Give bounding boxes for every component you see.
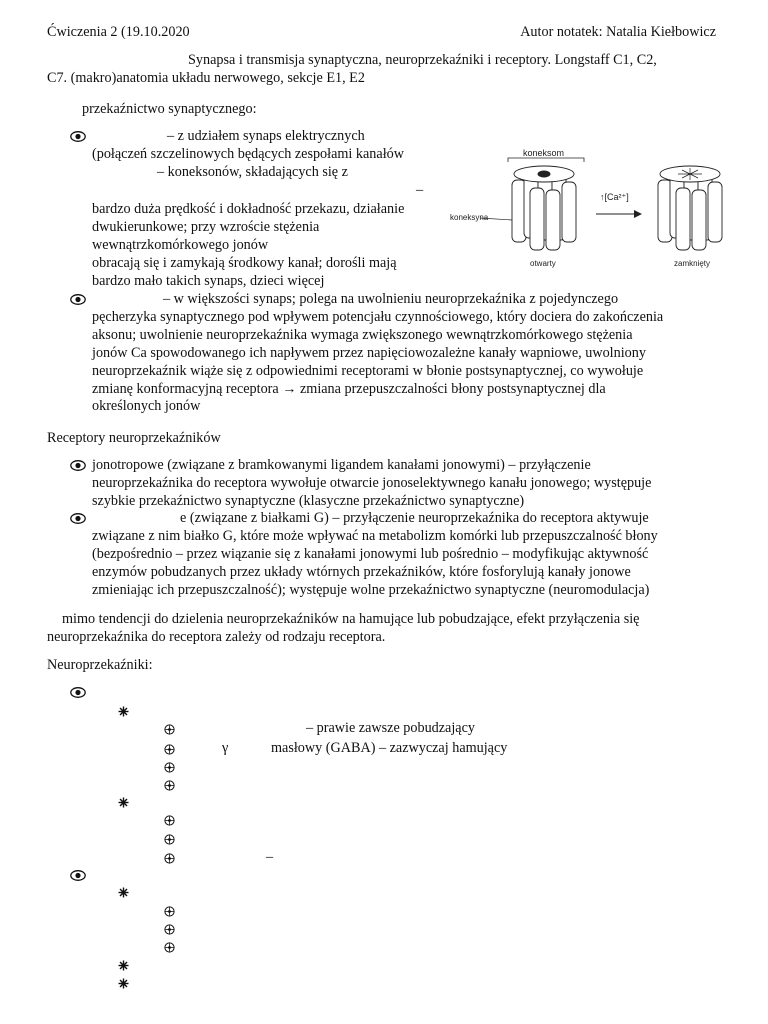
chemical-line-5: neuroprzekaźnik wiąże się z odpowiednimi receptorami w błonie postsynaptycznej, co wywołuje [92,362,644,379]
bullet-eye-icon [70,870,86,881]
figure-top-label: koneksom [523,148,565,158]
sunburst-bullet-icon [118,887,129,898]
flower-bullet-icon [164,744,175,755]
ionotropic-line-2: neuroprzekaźnika do receptora wywołuje otwarcie jonoselektywnego kanału jonowego; występuje [92,474,652,491]
neurotransmitters-heading: Neuroprzekaźniki: [47,657,153,673]
flower-bullet-icon [164,924,175,935]
ionotropic-line-1: jonotropowe (związane z bramkowanymi ligandem kanałami jonowymi) – przyłączenie [92,457,591,473]
metabotropic-line-4: enzymów pobudzanych przez układy wtórnych przekaźników, które fosforylują kanały jonowe [92,563,631,580]
connexon-figure [450,140,750,275]
bullet-eye-icon [70,687,86,698]
title-line-2: C7. (makro)anatomia układu nerwowego, sekcje E1, E2 [47,70,365,86]
flower-bullet-icon [164,906,175,917]
chemical-description [92,309,663,416]
note-line-1: mimo tendencji do dzielenia neuroprzekaźników na hamujące lub pobudzające, efekt przyłączenia się [62,611,640,627]
chemical-line-4: jonów Ca spowodowanego ich napływem przez napięciowozależne kanały wapniowe, uwolniony [92,344,646,361]
intro-text: przekaźnictwo synaptycznego: [82,101,257,117]
metabotropic-line-5: zmieniając ich przepuszczalność); występuje wolne przekaźnictwo synaptyczne (neuromodulacja) [92,581,650,598]
chemical-line-7: określonych jonów [92,398,201,415]
title-line-1: Synapsa i transmisja synaptyczna, neuroprzekaźniki i receptory. Longstaff C1, C2, [188,52,657,68]
bullet-eye-icon [70,294,86,305]
open-connexon-shape [512,166,576,250]
electrical-line-8: obracają się i zamykają środkowy kanał; dorośli mają [92,254,397,271]
flower-bullet-icon [164,853,175,864]
chemical-line-3: aksonu; uwolnienie neuroprzekaźnika wymaga zwiększonego wewnątrzkomórkowego stężenia [92,326,633,343]
figure-right-caption: zamknięty [674,259,711,268]
outline-dash: – [266,849,274,865]
electrical-line-6: dwukierunkowe; przy wzroście stężenia [92,218,320,235]
figure-side-label: koneksyna [450,213,489,222]
chemical-line-6: zmianę konformacyjną receptora → zmiana przepuszczalności błony postsynaptycznej dla [92,380,606,397]
electrical-line-5: bardzo duża prędkość i dokładność przekazu, działanie [92,201,405,217]
flower-bullet-icon [164,780,175,791]
metabotropic-line-1: e (związane z białkami G) – przyłączenie neuroprzekaźnika do receptora aktywuje [180,510,649,526]
closed-connexon-shape [658,166,722,250]
receptors-heading: Receptory neuroprzekaźników [47,430,221,446]
bullet-eye-icon [70,460,86,471]
flower-bullet-icon [164,942,175,953]
note-line-2: neuroprzekaźnika do receptora zależy od rodzaju receptora. [47,629,386,645]
sunburst-bullet-icon [118,706,129,717]
header-left: Ćwiczenia 2 (19.10.2020 [47,24,190,40]
electrical-line-7: wewnątrzkomórkowego jonów [92,236,269,253]
arrow-right-icon [634,210,642,218]
electrical-line-9: bardzo mało takich synaps, dzieci więcej [92,272,325,289]
electrical-line-2: (połączeń szczelinowych będących zespołami kanałów [92,146,404,162]
chemical-line-1: – w większości synaps; polega na uwolnieniu neuroprzekaźnika z pojedynczego [163,291,619,307]
ionotropic-line-3: szybkie przekaźnictwo synaptyczne (klasyczne przekaźnictwo synaptyczne) [92,492,525,509]
electrical-description [92,201,404,290]
ionotropic-description [92,457,651,511]
metabotropic-line-2: związane z nim białko G, które może wpływać na metabolizm komórki lub przepuszczalność błony [92,528,658,544]
electrical-line-1: – z udziałem synaps elektrycznych [167,128,365,144]
bullet-eye-icon [70,513,86,524]
sunburst-bullet-icon [118,978,129,989]
flower-bullet-icon [164,834,175,845]
outline-item-1: – prawie zawsze pobudzający [306,720,475,736]
sunburst-bullet-icon [118,797,129,808]
outline-item-2-greek: γ [222,740,229,756]
figure-arrow-label: ↑[Ca²⁺] [600,192,629,202]
flower-bullet-icon [164,762,175,773]
outline-item-2: masłowy (GABA) – zazwyczaj hamujący [271,740,508,756]
flower-bullet-icon [164,724,175,735]
electrical-line-3: – koneksonów, składających się z [157,164,348,180]
electrical-line-4: – [416,182,424,198]
metabotropic-line-3: (bezpośrednio – przez wiązanie się z kanałami jonowymi lub pośrednio – modyfikując aktywność [92,545,649,562]
metabotropic-description [92,528,658,600]
header-right: Autor notatek: Natalia Kiełbowicz [520,24,716,40]
bullet-eye-icon [70,131,86,142]
flower-bullet-icon [164,815,175,826]
sunburst-bullet-icon [118,960,129,971]
chemical-line-2: pęcherzyka synaptycznego pod wpływem potencjału czynnościowego, który dociera do zakończenia [92,309,664,325]
figure-left-caption: otwarty [530,259,556,268]
